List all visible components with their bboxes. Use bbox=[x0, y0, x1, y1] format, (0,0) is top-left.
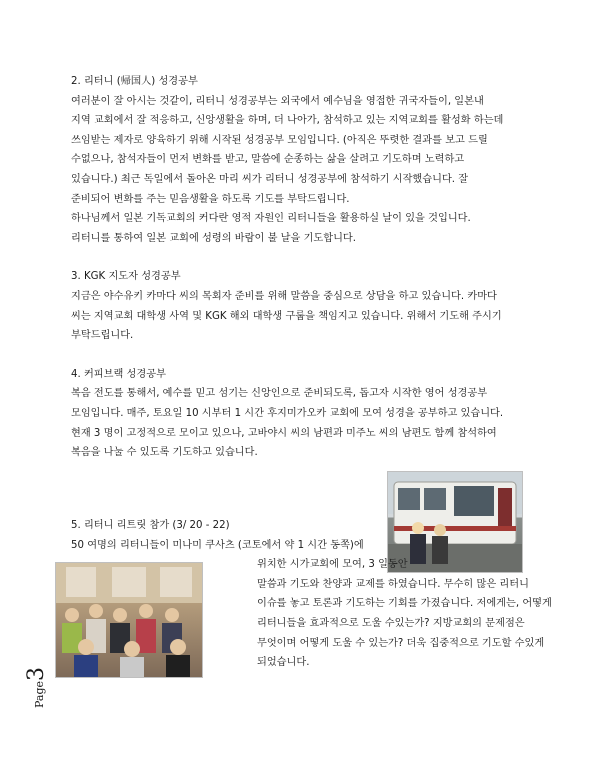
paragraph-line: 쓰임받는 제자로 양육하기 위해 시작된 성경공부 모임입니다. (아직은 뚜렷한 결과를 보고 드릴 bbox=[71, 134, 488, 146]
paragraph-line: 무엇이며 어떻게 도울 수 있는가? 더욱 집중적으로 기도할 수있게 bbox=[257, 637, 545, 649]
paragraph-line: 위치한 시가교회에 모여, 3 일동안 bbox=[257, 559, 408, 571]
paragraph-line: 모임입니다. 매주, 토요일 10 시부터 1 시간 후지미가오카 교회에 모여 성경을 공부하고 있습니다. bbox=[71, 407, 504, 419]
page-word: Page bbox=[33, 680, 46, 708]
paragraph-line: 수없으나, 참석자들이 먼저 변화를 받고, 말씀에 순종하는 삶을 살려고 기도하며 노력하고 bbox=[71, 154, 465, 166]
paragraph-line: 이슈를 놓고 토론과 기도하는 기회를 가졌습니다. 저에게는, 어떻게 bbox=[257, 598, 552, 610]
paragraph-line: 씨는 지역교회 대학생 사역 및 KGK 해외 대학생 구룹을 책임지고 있습니다. 위해서 기도해 주시기 bbox=[71, 310, 502, 322]
main-text bbox=[71, 72, 541, 463]
section-heading-kgk: 3. KGK 지도자 성경공부 bbox=[71, 271, 181, 283]
paragraph-line: 되었습니다. bbox=[257, 657, 310, 669]
paragraph-line: 부탁드립니다. bbox=[71, 330, 134, 342]
paragraph-line: 여러분이 잘 아시는 것같이, 리터니 성경공부는 외국에서 예수님을 영접한 귀국자들이, 일본내 bbox=[71, 95, 484, 107]
paragraph-line: 말씀과 기도와 찬양과 교제를 하였습니다. 무수히 많은 리터니 bbox=[257, 578, 529, 590]
page-number-value: 3 bbox=[24, 666, 49, 681]
paragraph-line: 복음 전도를 통해서, 예수를 믿고 섬기는 신앙인으로 준비되도록, 돕고자 시작한 영어 성경공부 bbox=[71, 388, 488, 400]
paragraph-line: 복음을 나눌 수 있도록 기도하고 있습니다. bbox=[71, 447, 258, 459]
section-retreat bbox=[71, 516, 552, 673]
paragraph-line: 50 여명의 리터니들이 미나미 쿠사츠 (코토에서 약 1 시간 동쪽)에 bbox=[71, 539, 364, 551]
paragraph-line: 있습니다.) 최근 독일에서 돌아온 마리 씨가 리터니 성경공부에 참석하기 시작했습니다. 잘 bbox=[71, 173, 469, 185]
paragraph-line: 리터니들을 효과적으로 도울 수있는가? 지방교회의 문제점은 bbox=[257, 617, 525, 629]
section-heading-returnee: 2. 리터니 (帰国人) 성경공부 bbox=[71, 76, 198, 87]
section-heading-coffee-break: 4. 커피브랙 성경공부 bbox=[71, 368, 166, 380]
paragraph-line: 준비되어 변화를 주는 믿음생활을 하도록 기도를 부탁드립니다. bbox=[71, 193, 350, 205]
paragraph-line: 지역 교회에서 잘 적응하고, 신앙생활을 하며, 더 나아가, 참석하고 있는 지역교회를 활성화 하는데 bbox=[71, 115, 504, 127]
page-number bbox=[24, 667, 49, 708]
paragraph-line: 하나님께서 일본 기독교회의 커다란 영적 자원인 리터니들을 활용하실 날이 있을 것입니다. bbox=[71, 213, 471, 225]
paragraph-line: 리터니를 통하여 일본 교회에 성령의 바람이 불 날을 기도합니다. bbox=[71, 232, 357, 244]
section-heading-retreat: 5. 리터니 리트릿 참가 (3/ 20 - 22) bbox=[71, 520, 230, 531]
paragraph-line: 현재 3 명이 고정적으로 모이고 있으나, 고바야시 씨의 남편과 미주노 씨의 남편도 함께 참석하여 bbox=[71, 427, 497, 439]
paragraph-line: 지금은 야수유키 카마다 씨의 목회자 준비를 위해 말씀을 중심으로 상담을 하고 있습니다. 카마다 bbox=[71, 290, 497, 302]
